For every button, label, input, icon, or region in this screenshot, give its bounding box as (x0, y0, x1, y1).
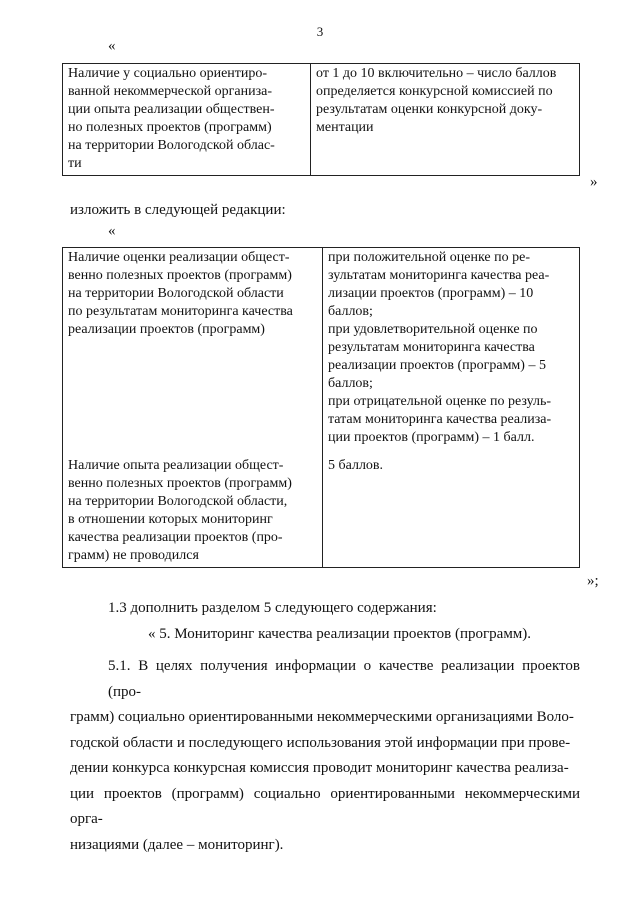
table-row (63, 248, 580, 457)
open-quote: « (108, 223, 116, 239)
new-criteria-table (62, 247, 580, 568)
close-quote-semicolon: »; (587, 573, 599, 589)
new-score-cell: 5 баллов. (323, 456, 580, 568)
paragraph-5-1: 5.1. В целях получения информации о качестве реализации проектов (про- грамм) социально ориентированными некоммерческими организациями Воло- годской области и последующего использования этой информации при прове- дении конкурса конкурсная комиссия проводит мониторинг качества реализа- ции проектов (программ) социально ориентированными некоммерческими орга- низациями (далее – мониторинг). (70, 658, 580, 853)
close-quote: » (590, 174, 598, 190)
new-criterion-cell: Наличие опыта реализации общест- венно полезных проектов (программ) на территории Вологодской области, в отношении которых мониторинг качества реализации проектов (про- грамм) не проводился (63, 456, 323, 568)
old-criterion-cell: Наличие у социально ориентиро- ванной некоммерческой организа- ции опыта реализации обществен- но полезных проектов (программ) на территории Вологодской облас- ти (63, 64, 311, 176)
page-number: 3 (316, 24, 324, 39)
new-score-cell: при положительной оценке по ре- зультатам мониторинга качества реа- лизации проектов (программ) – 10 баллов; при удовлетворительной оценке по результатам мониторинга качества реализации проектов (программ) – 5 баллов; при отрицательной оценке по резуль- татам мониторинга качества реализа- ции проектов (программ) – 1 балл. (323, 248, 580, 457)
section-5-title: « 5. Мониторинг качества реализации проектов (программ). (148, 626, 532, 642)
old-score-cell: от 1 до 10 включительно – число баллов определяется конкурсной комиссией по результатам оценки конкурсной доку- ментации (311, 64, 580, 176)
old-criteria-table (62, 63, 580, 176)
table-row (63, 456, 580, 568)
replace-intro: изложить в следующей редакции: (70, 202, 286, 218)
new-criterion-cell: Наличие оценки реализации общест- венно полезных проектов (программ) на территории Вологодской области по результатам мониторинга качества реализации проектов (программ) (63, 248, 323, 457)
table-row (63, 64, 580, 176)
open-quote: « (108, 38, 116, 54)
item-1-3: 1.3 дополнить разделом 5 следующего содержания: (108, 600, 437, 616)
